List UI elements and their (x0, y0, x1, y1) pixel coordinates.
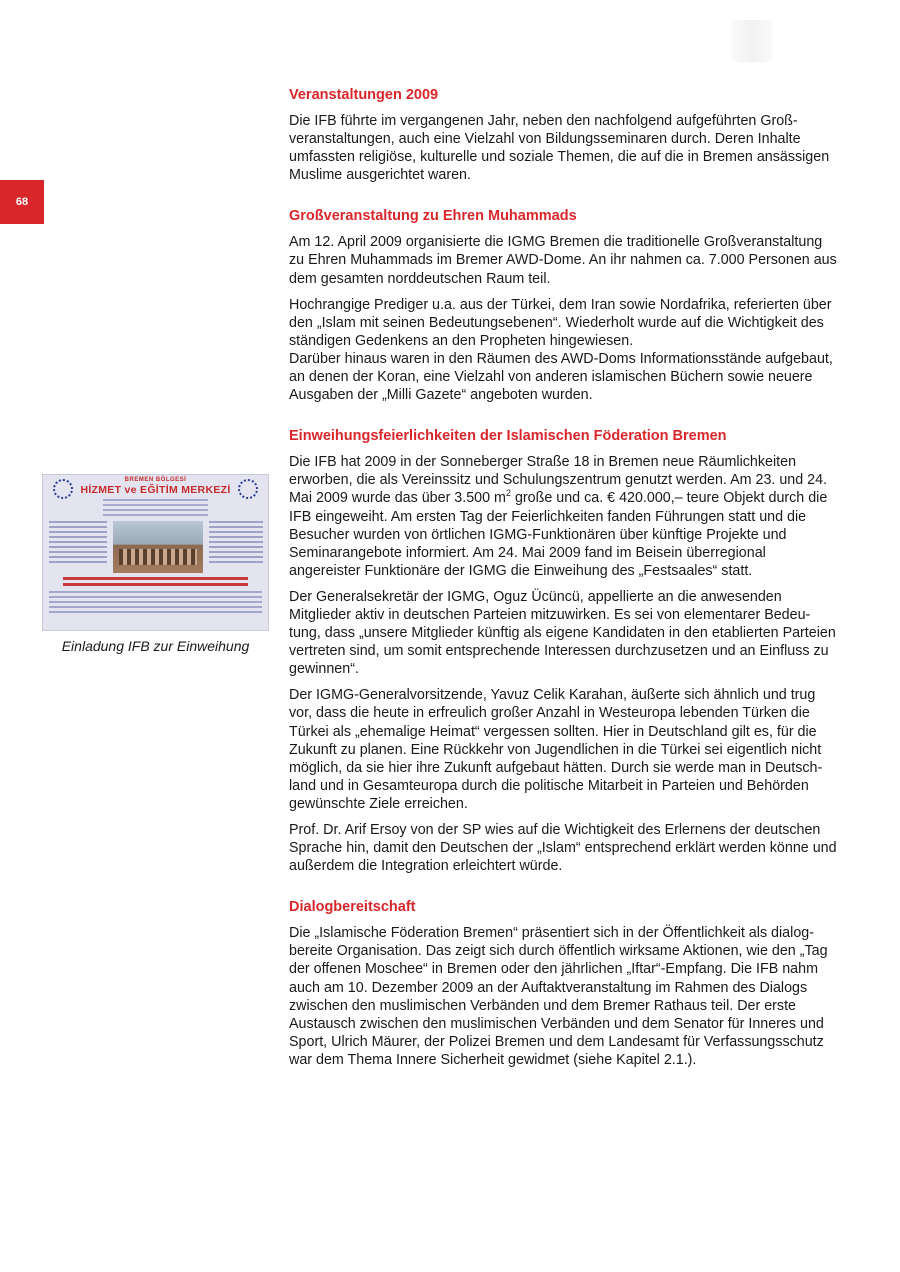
paragraph: Am 12. April 2009 organisierte die IGMG Bremen die traditionelle Großveranstaltung zu Ehren Muhammads im Bremer AWD-Dome. An ihr nahmen ca. 7.000 Personen aus dem gesamten norddeutschen Raum teil. (289, 234, 837, 287)
section-heading: Großveranstaltung zu Ehren Muhammads (289, 208, 577, 225)
figure-caption: Einladung IFB zur Einweihung (61, 638, 250, 654)
section-veranstaltungen (289, 86, 837, 184)
paragraph: Prof. Dr. Arif Ersoy von der SP wies auf die Wichtigkeit des Erlernens der deutschen Sprache hin, damit den Deutschen der „Islam“ entsprechend erklärt werden könne und außerdem die Integration erleichtert würde. (289, 822, 837, 875)
paragraph: Der Generalsekretär der IGMG, Oguz Ücüncü, appellierte an die anwesenden Mitglieder aktiv in deutschen Parteien mitzuwirken. Es sei von elementarer Bedeutung, dass „unsere Mitglieder künftig als eigene Kandidaten in den etablierten Parteien vertreten sind, um somit entsprechende Interessen durchzusetzen und an Einfluss zu gewinnen“. (289, 588, 836, 678)
paragraph: Darüber hinaus waren in den Räumen des AWD-Doms Informationsstände aufgebaut, an denen der Koran, eine Vielzahl von anderen islamischen Büchern sowie neuere Ausgaben der „Milli Gazete“ angeboten wurden. (289, 350, 833, 404)
section-einweihung (289, 427, 837, 875)
invitation-poster-image (42, 474, 269, 631)
poster-title: HİZMET ve EĞİTİM MERKEZİ (80, 484, 231, 496)
paragraph: Die IFB führte im vergangenen Jahr, neben den nachfolgend aufgeführten Großveranstaltungen, auch eine Vielzahl von Bildungsseminaren durch. Deren Inhalte umfassten religiöse, kulturelle und soziale Themen, die auf die in Bremen ansässigen Muslime ausgerichtet waren. (289, 113, 830, 184)
poster-region: BREMEN BÖLGESİ (124, 477, 187, 483)
paragraph: Der IGMG-Generalvorsitzende, Yavuz Celik Karahan, äußerte sich ähnlich und trug vor, dass die heute in erfreulich großer Anzahl in Westeuropa lebenden Türken die Türkei als „ehemalige Heimat“ vergessen sollten. Hier in Deutschland gilt es, für die Zukunft zu planen. Eine Rückkehr von Jugendlichen in die Türkei sei eigentlich nicht möglich, da sie hier ihre Zukunft aufgebaut hätten. Durch sie werde man in Deutschland und in Gesamteuropa durch die politische Mitarbeit in Parteien und Behörden gewünschte Ziele erreichen. (289, 687, 823, 812)
paragraph: Hochrangige Prediger u.a. aus der Türkei, dem Iran sowie Nordafrika, referierten über den „Islam mit seinen Bedeutungsebenen“. Wiederholt wurde auf die Wichtigkeit des ständigen Gedenkens an den Propheten hingewiesen. (289, 296, 832, 349)
paragraph: Die IFB hat 2009 in der Sonneberger Straße 18 in Bremen neue Räumlichkeiten erworben, die als Vereinssitz und Schulungszentrum genutzt werden. Am 23. und 24. Mai 2009 wurde das über 3.500 $m^2$ große und ca. € 420.000,– teure Objekt durch die IFB eingeweiht. Am ersten Tag der Feierlichkeiten fanden Führungen statt und die Besucher wurden von örtlichen IGMG-Funktionären über künftige Projekte und Seminarangebote informiert. Am 24. Mai 2009 fand im Beisein überregional angereister Funktionäre der IGMG die Einweihung des „Festsaales“ statt. (289, 454, 828, 579)
section-heading: Dialogbereitschaft (289, 899, 416, 916)
section-heading: Veranstaltungen 2009 (289, 87, 439, 103)
page-number: 68 (0, 180, 44, 224)
article-body (289, 86, 837, 1092)
paragraph: Die „Islamische Föderation Bremen“ präsentiert sich in der Öffentlichkeit als dialogbereite Organisation. Das zeigt sich durch öffentlich wirksame Aktionen, wie den „Tag der offenen Moschee“ in Bremen oder den jährlichen „Iftar“-Empfang. Die IFB nahm auch am 10. Dezember 2009 an der Auftaktveranstaltung im Rahmen des Dialogs zwischen den muslimischen Verbänden und dem Bremer Rathaus teil. Der erste Austausch zwischen den muslimischen Verbänden und dem Senator für Inneres und Sport, Ulrich Mäurer, der Polizei Bremen und dem Landesamt für Verfassungsschutz war dem Thema Innere Sicherheit gewidmet (siehe Kapitel 2.1.). (289, 925, 828, 1068)
corner-mark (732, 20, 772, 62)
section-dialogbereitschaft (289, 898, 837, 1069)
section-heading: Einweihungsfeierlichkeiten der Islamischen Föderation Bremen (289, 428, 727, 445)
section-grossveranstaltung (289, 207, 837, 404)
invitation-figure (42, 474, 269, 654)
poster-building-photo (113, 521, 203, 573)
